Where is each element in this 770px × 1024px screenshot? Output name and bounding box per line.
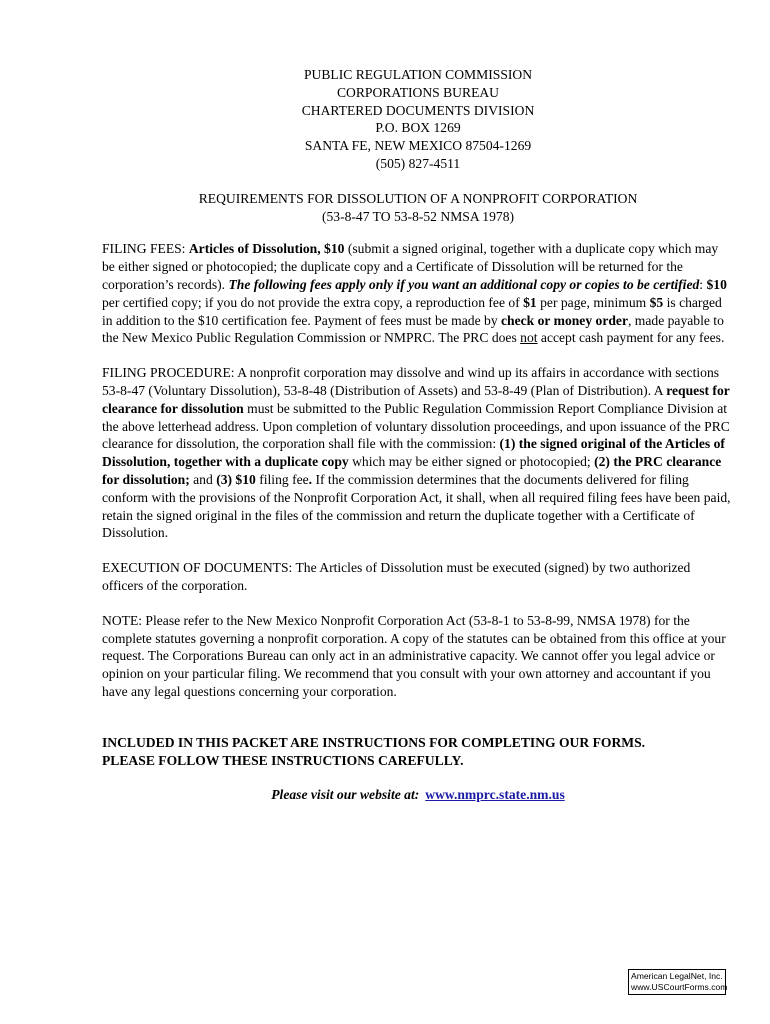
filing-procedure-text: FILING PROCEDURE: A nonprofit corporation may dissolve and wind up its affairs in accordance with sections 53-8-47 (Voluntary Dissolution), 53-8-48 (Distribution of Assets) and 53-8-49 (Plan of Distribution). A xyxy=(102,365,720,398)
letterhead-bureau: CORPORATIONS BUREAU xyxy=(336,84,500,100)
execution-paragraph: EXECUTION OF DOCUMENTS: The Articles of Dissolution must be executed (signed) by two authorized officers of the corporation. xyxy=(102,560,691,593)
filing-fees-text: is charged in addition to the $10 certification fee. Payment of fees must be made by xyxy=(102,294,722,328)
filing-fees-bold: $5 xyxy=(649,294,664,310)
note-paragraph: NOTE: Please refer to the New Mexico Nonprofit Corporation Act (53-8-1 to 53-8-99, NMSA 1978) for the complete statutes governing a nonprofit corporation. A copy of the statutes can be obtained from this office at your request. The Corporations Bureau can only act in an administrative capacity. We cannot offer you legal advice or opinion on your particular filing. We recommend that you consult with your own attorney and accountant if you have any legal questions concerning your corporation. xyxy=(102,612,726,699)
filing-fees-text: : xyxy=(699,276,707,292)
packet-notice xyxy=(102,734,734,770)
filing-procedure-bold: (3) $10 xyxy=(216,471,256,487)
filing-fees-bold: Articles of Dissolution, $10 xyxy=(188,241,345,257)
filing-procedure-bold: (2) the PRC clearance for dissolution; xyxy=(102,454,722,487)
packet-notice-line-1: INCLUDED IN THIS PACKET ARE INSTRUCTIONS FOR COMPLETING OUR FORMS. xyxy=(102,734,646,750)
stamp-company: American LegalNet, Inc. xyxy=(631,971,723,981)
filing-fees-text: (submit a signed original, together with a duplicate copy which may be either signed or photocopied; the duplicate copy and a Certificate of Dissolution will be returned for the corporation’s records). xyxy=(102,241,719,292)
filing-procedure-bold: . xyxy=(308,471,313,487)
filing-procedure-text: must be submitted to the Public Regulation Commission Report Compliance Division at the above letterhead address. Upon completion of voluntary dissolution proceedings, and upon issuance of the PRC clearance for dissolution, the corporation shall file with the commission: xyxy=(102,400,730,452)
filing-procedure-bold: request for clearance for dissolution xyxy=(102,382,730,416)
website-link[interactable]: www.nmprc.state.nm.us xyxy=(425,787,565,803)
filing-fees-text: , made payable to the New Mexico Public Regulation Commission or NMPRC. The PRC does xyxy=(102,312,724,346)
requirements-citation: (53-8-47 TO 53-8-52 NMSA 1978) xyxy=(321,208,515,224)
filing-procedure-text: filing fee xyxy=(255,471,309,487)
stamp-website: www.USCourtForms.com xyxy=(631,982,728,992)
filing-fees-bold: $1 xyxy=(523,294,537,310)
letterhead xyxy=(102,66,734,173)
filing-fees-text: per page, minimum xyxy=(536,294,650,310)
filing-procedure-text: and xyxy=(189,471,217,487)
legalnet-stamp xyxy=(628,969,726,995)
filing-fees-text: per certified copy; if you do not provide the extra copy, a reproduction fee of xyxy=(102,294,524,310)
filing-procedure-text: which may be either signed or photocopied; xyxy=(348,454,595,470)
requirements-heading xyxy=(102,190,734,226)
document-page xyxy=(102,66,734,804)
filing-fees-paragraph xyxy=(102,240,734,347)
website-line xyxy=(102,786,734,804)
filing-fees-text: accept cash payment for any fees. xyxy=(537,330,725,346)
requirements-title: REQUIREMENTS FOR DISSOLUTION OF A NONPROFIT CORPORATION xyxy=(198,190,638,206)
filing-fees-underline: not xyxy=(520,330,538,346)
filing-fees-bold: $10 xyxy=(706,276,727,292)
packet-notice-line-2: PLEASE FOLLOW THESE INSTRUCTIONS CAREFULLY. xyxy=(102,752,464,768)
letterhead-phone: (505) 827-4511 xyxy=(375,155,461,171)
filing-procedure-bold: (1) the signed original of the Articles of Dissolution, together with a duplicate copy xyxy=(102,436,725,470)
filing-fees-bold: check or money order xyxy=(501,312,628,328)
letterhead-agency: PUBLIC REGULATION COMMISSION xyxy=(303,67,533,82)
filing-procedure-text: If the commission determines that the documents delivered for filing conform with the provisions of the Nonprofit Corporation Act, it shall, when all required filing fees have been paid, retain the signed original in the files of the commission and return the duplicate together with a Certificate of Dissolution. xyxy=(102,471,731,541)
filing-procedure-paragraph xyxy=(102,364,734,542)
letterhead-po-box: P.O. BOX 1269 xyxy=(375,120,461,136)
filing-fees-text: FILING FEES: xyxy=(102,241,189,257)
filing-fees-certified-note: The following fees apply only if you want an additional copy or copies to be certified xyxy=(228,276,700,292)
website-label: Please visit our website at: xyxy=(271,787,420,803)
letterhead-division: CHARTERED DOCUMENTS DIVISION xyxy=(301,102,535,118)
letterhead-city: SANTA FE, NEW MEXICO 87504-1269 xyxy=(304,138,532,154)
